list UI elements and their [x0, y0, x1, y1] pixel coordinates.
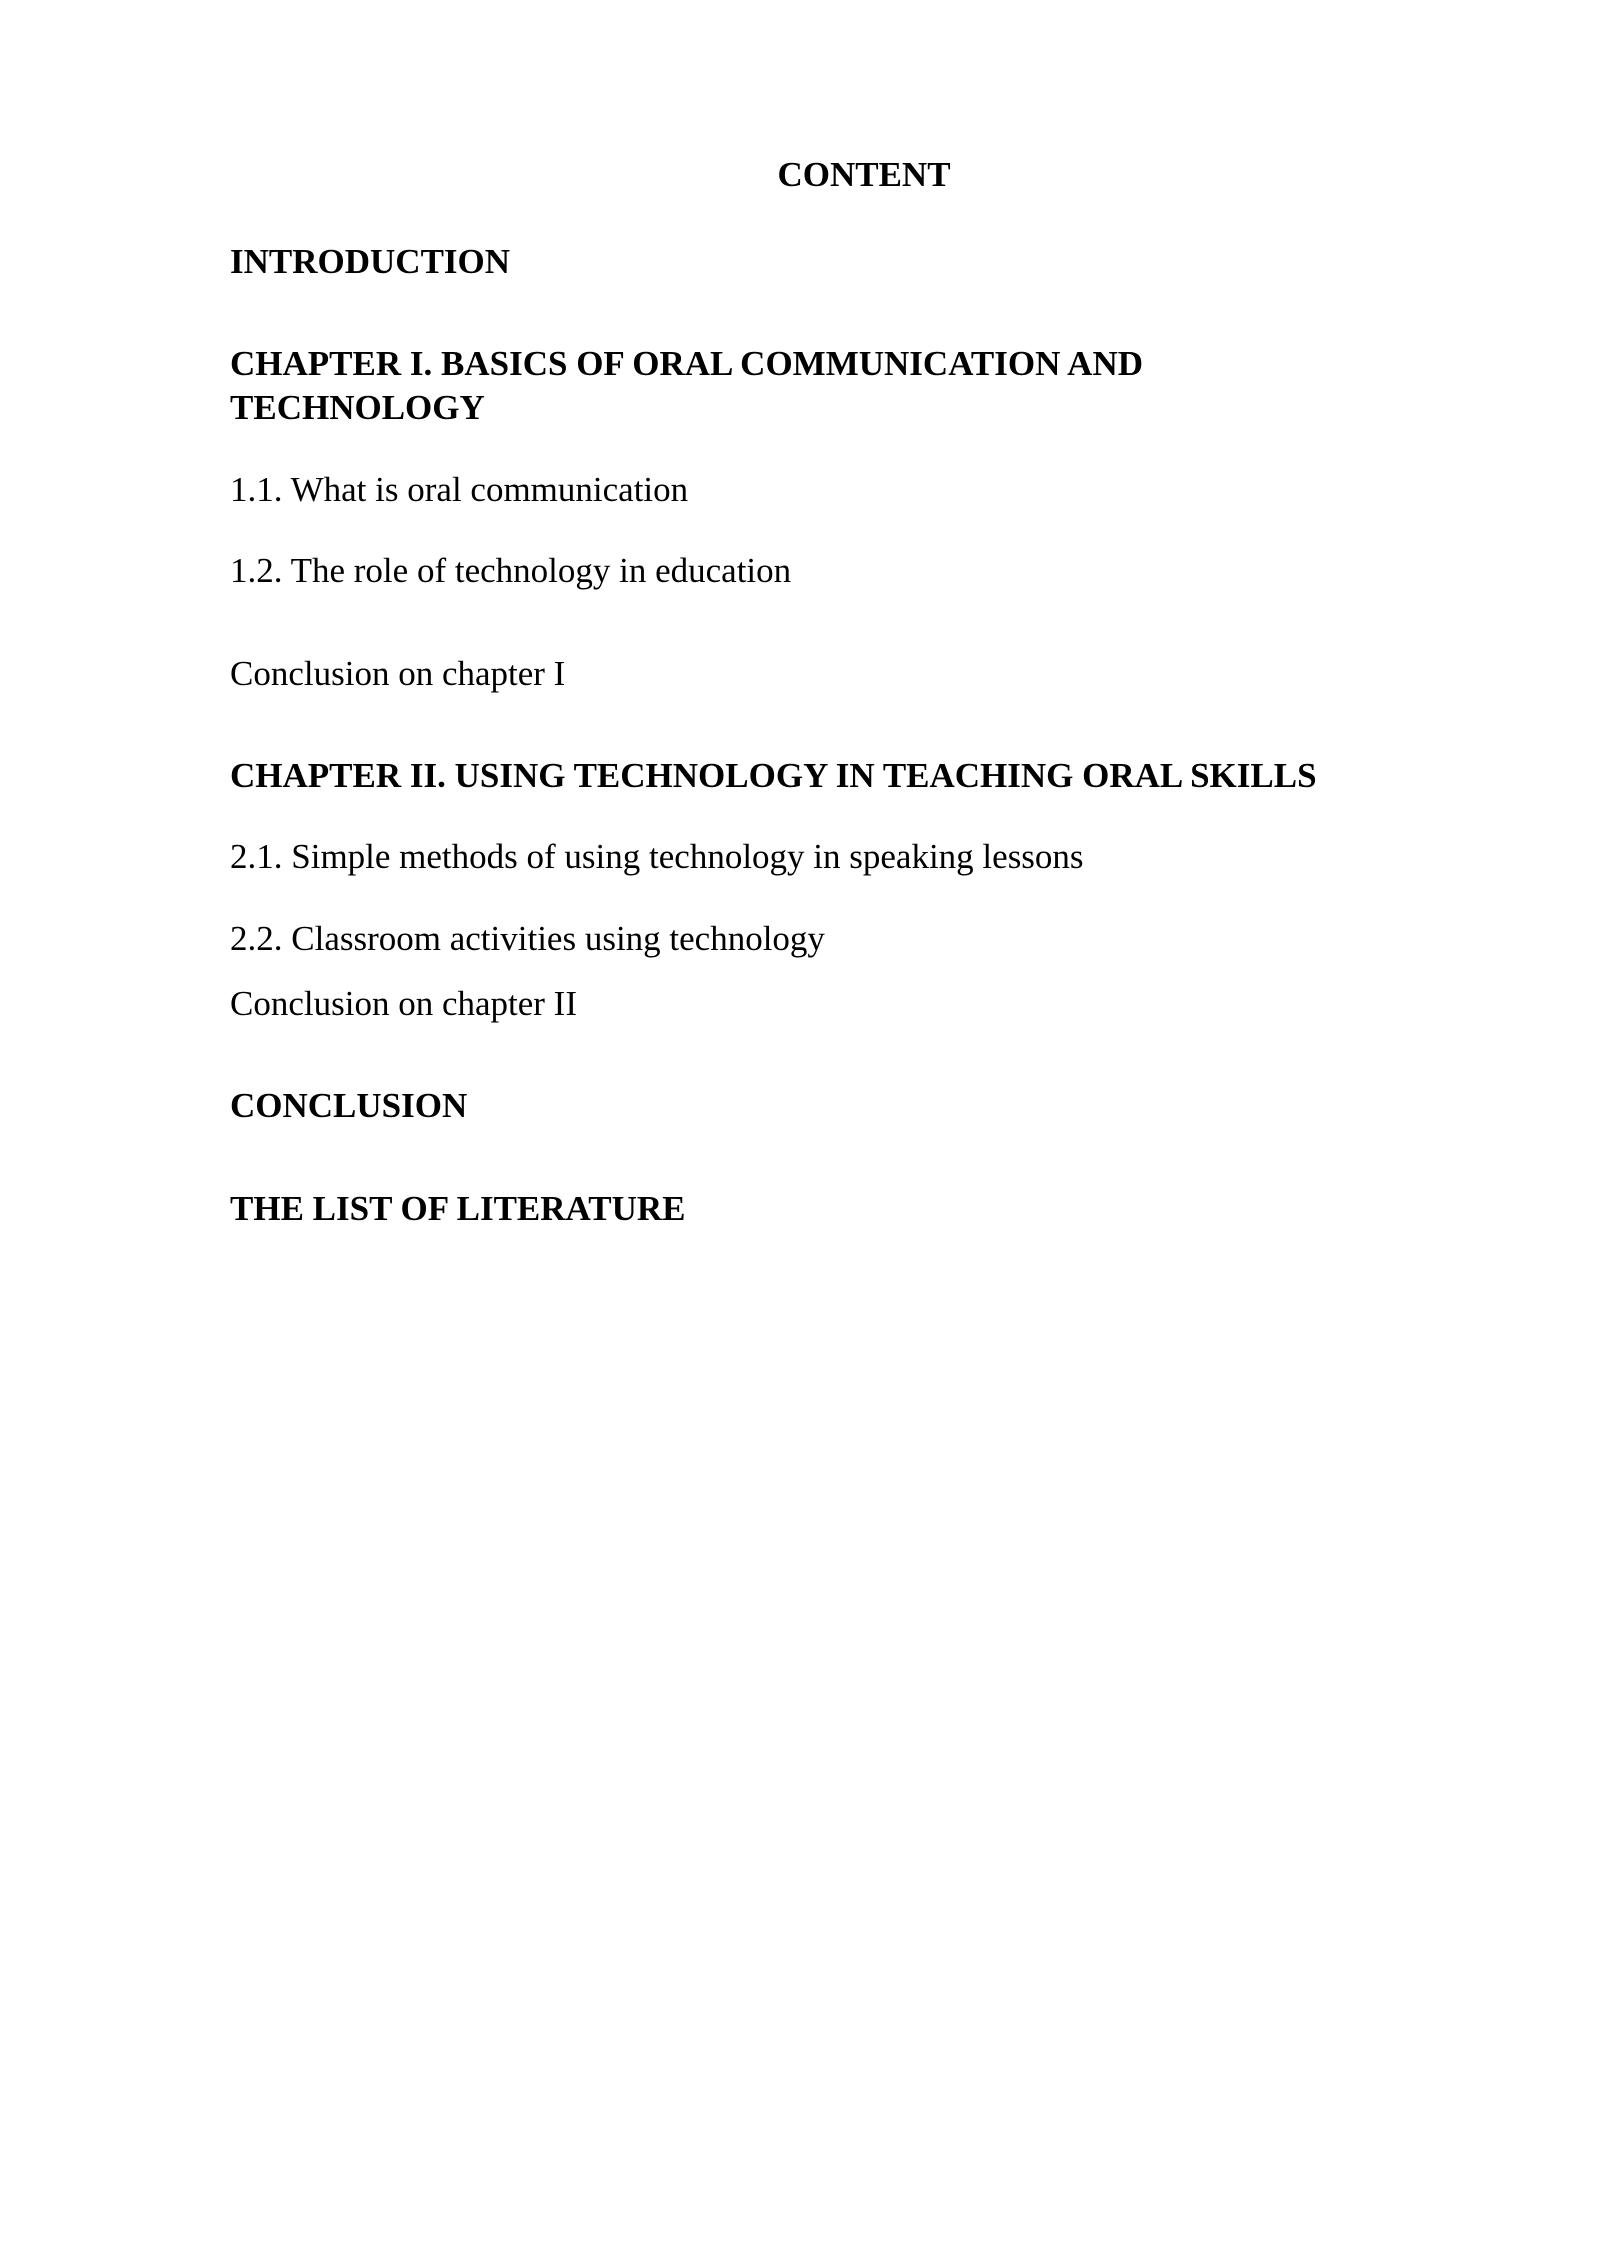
toc-entry-conclusion: CONCLUSION: [230, 1086, 468, 1125]
toc-entry-list-of-literature: THE LIST OF LITERATURE: [230, 1189, 686, 1228]
toc-entry-conclusion-chapter-2: Conclusion on chapter II: [230, 984, 577, 1023]
page-title: CONTENT: [777, 155, 951, 194]
toc-entry-conclusion-chapter-1: Conclusion on chapter I: [230, 654, 566, 693]
toc-entry-section-2-2: 2.2. Classroom activities using technology: [230, 919, 825, 958]
toc-entry-chapter-2: CHAPTER II. USING TECHNOLOGY IN TEACHING ORAL SKILLS: [230, 756, 1317, 795]
toc-entry-section-1-1: 1.1. What is oral communication: [230, 470, 689, 509]
toc-entry-chapter-1-line-2: TECHNOLOGY: [230, 388, 485, 427]
toc-entry-chapter-1-line-1: CHAPTER I. BASICS OF ORAL COMMUNICATION AND: [230, 344, 1143, 383]
toc-entry-section-1-2: 1.2. The role of technology in education: [230, 551, 792, 590]
toc-entry-introduction: INTRODUCTION: [230, 242, 511, 281]
toc-entry-section-2-1: 2.1. Simple methods of using technology in speaking lessons: [230, 837, 1084, 876]
